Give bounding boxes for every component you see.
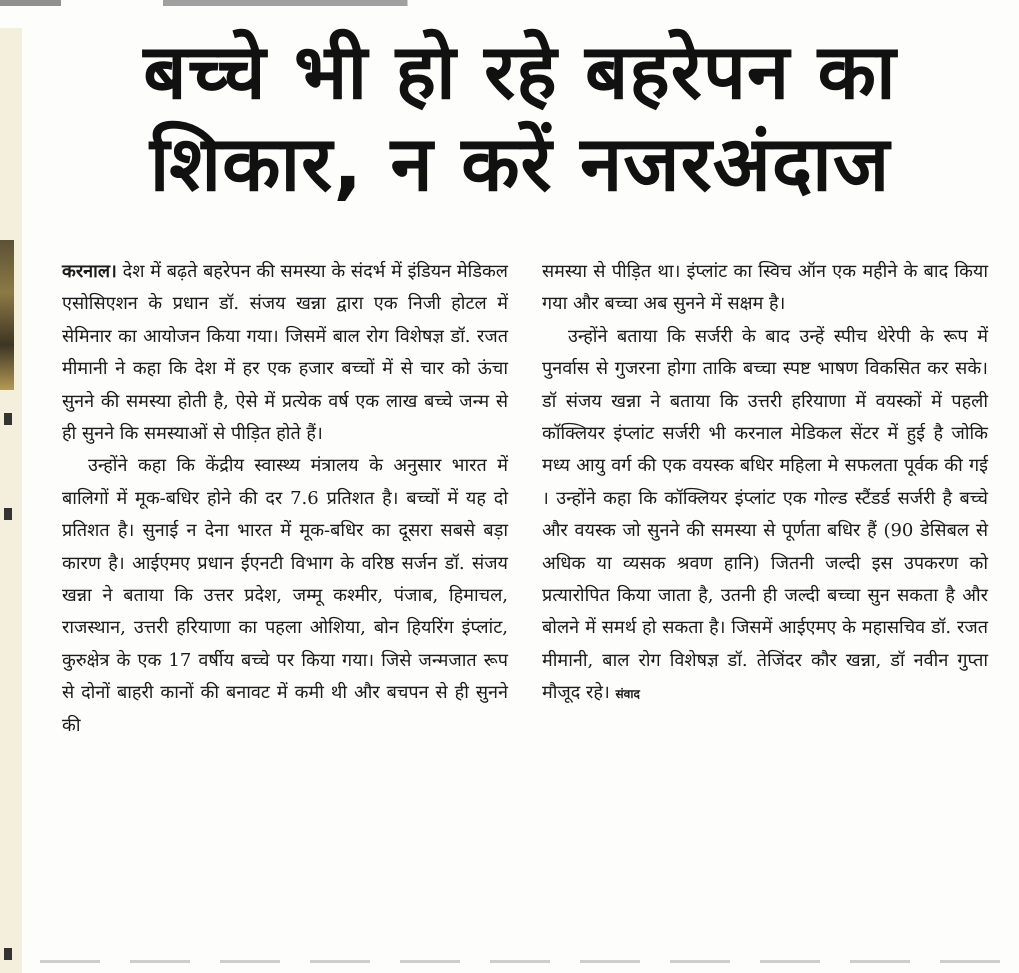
byline-credit: संवाद: [615, 687, 640, 702]
headline-line-1: बच्चे भी हो रहे बहरेपन का: [143, 27, 897, 116]
paragraph-text: देश में बढ़ते बहरेपन की समस्या के संदर्भ में इंडियन मेडिकल एसोसिएशन के प्रधान डॉ. संजय खन्ना द्वारा एक निजी होटल में सेमिनार का आयोजन किया गया। जिसमें बाल रोग विशेषज्ञ डॉ. रजत मीमानी ने कहा कि देश में हर एक हजार बच्चों में से चार को ऊंचा सुनने की समस्या होती है, ऐसे में प्रत्येक वर्ष एक लाख बच्चे जन्म से ही सुनने कि समस्याओं से पीड़ित होते हैं।: [62, 261, 508, 445]
top-rule: [0, 0, 1019, 6]
article-paragraph: [62, 256, 508, 450]
article-headline: [60, 26, 980, 210]
article-paragraph: समस्या से पीड़ित था। इंप्लांट का स्विच ऑन एक महीने के बाद किया गया और बच्चा अब सुनने में सक्षम है।: [542, 261, 988, 315]
paragraph-text: उन्होंने बताया कि सर्जरी के बाद उन्हें स्पीच थेरेपी के रूप में पुनर्वास से गुजरना होगा ताकि बच्चा स्पष्ट भाषण विकसित कर सके। डॉ संजय खन्ना ने बताया कि उत्तरी हरियाणा में वयस्कों में पहली कॉक्लियर इंप्लांट सर्जरी भी करनाल मेडिकल सेंटर में हुई है जोकि मध्य आयु वर्ग की एक वयस्क बधिर महिला मे सफलता पूर्वक की गई । उन्होंने कहा कि कॉक्लियर इंप्लांट एक गोल्ड स्टैंडर्ड सर्जरी है बच्चे और वयस्क जो सुनने की समस्या से पूर्णता बधिर हैं (90 डेसिबल से अधिक या व्यसक श्रवण हानि) जितनी जल्दी इस उपकरण को प्रत्यारोपित किया जाता है, उतनी ही जल्दी बच्चा सुन सकता है और बोलने में समर्थ हो सकता है। जिसमें आईएमए के महासचिव डॉ. रजत मीमानी, बाल रोग विशेषज्ञ डॉ. तेजिंदर कौर खन्ना, डॉ नवीन गुप्ता मौजूद रहे।: [542, 325, 988, 704]
article-paragraph: उन्होंने कहा कि केंद्रीय स्वास्थ्य मंत्रालय के अनुसार भारत में बालिगों में मूक-बधिर होने की दर 7.6 प्रतिशत है। बच्चों में यह दो प्रतिशत है। सुनाई न देना भारत में मूक-बधिर का दूसरा सबसे बड़ा कारण है। आईएमए प्रधान ईएनटी विभाग के वरिष्ठ सर्जन डॉ. संजय खन्ना ने बताया कि उत्तर प्रदेश, जम्मू कश्मीर, पंजाब, हिमाचल, राजस्थान, उत्तरी हरियाणा का पहला ओशिया, बोन हियरिंग इंप्लांट, कुरुक्षेत्र के एक 17 वर्षीय बच्चे पर किया गया। जिसे जन्मजात रूप से दोनों बाहरी कानों की बनावट में कमी थी और बचपन से ही सुनने की: [62, 455, 508, 736]
headline-line-2: शिकार, न करें नजरअंदाज: [149, 119, 891, 208]
bottom-rule: [40, 960, 1000, 963]
dateline: करनाल।: [62, 261, 117, 282]
adjacent-column-strip: [0, 28, 22, 973]
adjacent-text-fragment: [4, 948, 12, 960]
article-paragraph: [542, 321, 988, 711]
article-column-2: [542, 256, 988, 711]
adjacent-text-fragment: [4, 508, 12, 520]
adjacent-photo-fragment: [0, 240, 14, 390]
article-column-1: [62, 256, 508, 742]
adjacent-text-fragment: [4, 413, 12, 425]
